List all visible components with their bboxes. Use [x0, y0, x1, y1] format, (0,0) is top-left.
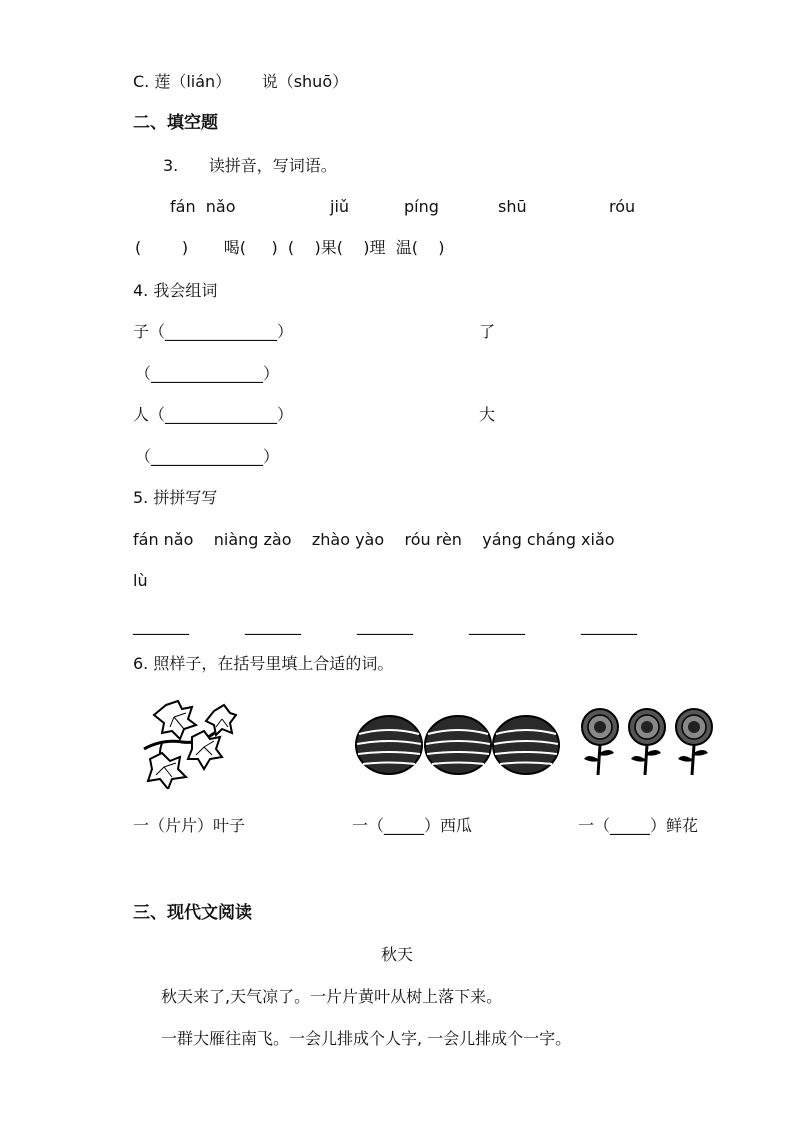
- q3-pinyin-5: róu: [609, 197, 636, 216]
- reading-title: 秋天: [380, 945, 413, 964]
- q6-prompt: 6. 照样子，在括号里填上合适的词。: [133, 654, 394, 673]
- q5-prompt: 5. 拼拼写写: [133, 488, 218, 507]
- q5-blank: _______: [469, 616, 525, 635]
- q3-prompt: 3. 读拼音，写词语。: [163, 156, 337, 175]
- q5-pinyin-cont: lù: [133, 571, 148, 590]
- leaves-illustration: [142, 697, 237, 789]
- flowers-illustration: [578, 707, 718, 777]
- q4-row2-cont: （______________）: [135, 447, 280, 466]
- q4-row1-cont: （______________）: [135, 364, 280, 383]
- q5-pinyin-line: fán nǎo niàng zào zhào yào róu rèn yáng cháng xiǎo: [133, 530, 615, 549]
- q3-pinyin-2: jiǔ: [330, 197, 350, 216]
- q3-blanks-line: ( ) 喝( ) ( )果( )理 温( ): [135, 238, 445, 257]
- q4-row1-left: 子（______________）: [133, 322, 294, 341]
- q5-blank: _______: [245, 616, 301, 635]
- q2-option-c: C. 莲（lián） 说（shuō）: [133, 72, 349, 91]
- q3-pinyin-1: fán nǎo: [170, 197, 236, 216]
- q6-example: 一（片片）叶子: [133, 816, 246, 835]
- q4-row1-right: 了: [479, 322, 496, 341]
- q5-blank: _______: [133, 616, 189, 635]
- q4-row2-right: 大: [479, 405, 496, 424]
- section-heading-reading: 三、现代文阅读: [133, 903, 252, 923]
- reading-paragraph-1: 秋天来了,天气凉了。一片片黄叶从树上落下来。: [161, 987, 503, 1006]
- q3-pinyin-4: shū: [498, 197, 527, 216]
- q6-item-flowers: 一（_____）鲜花: [578, 816, 699, 835]
- section-heading-fill-blank: 二、填空题: [133, 113, 218, 133]
- q6-item-watermelon: 一（_____）西瓜: [352, 816, 473, 835]
- reading-paragraph-2: 一群大雁往南飞。一会儿排成个人字, 一会儿排成个一字。: [161, 1029, 572, 1048]
- watermelon-illustration: [355, 714, 560, 776]
- q5-blank: _______: [581, 616, 637, 635]
- q5-blank: _______: [357, 616, 413, 635]
- q4-prompt: 4. 我会组词: [133, 281, 218, 300]
- q3-pinyin-3: píng: [404, 197, 439, 216]
- q4-row2-left: 人（______________）: [133, 405, 294, 424]
